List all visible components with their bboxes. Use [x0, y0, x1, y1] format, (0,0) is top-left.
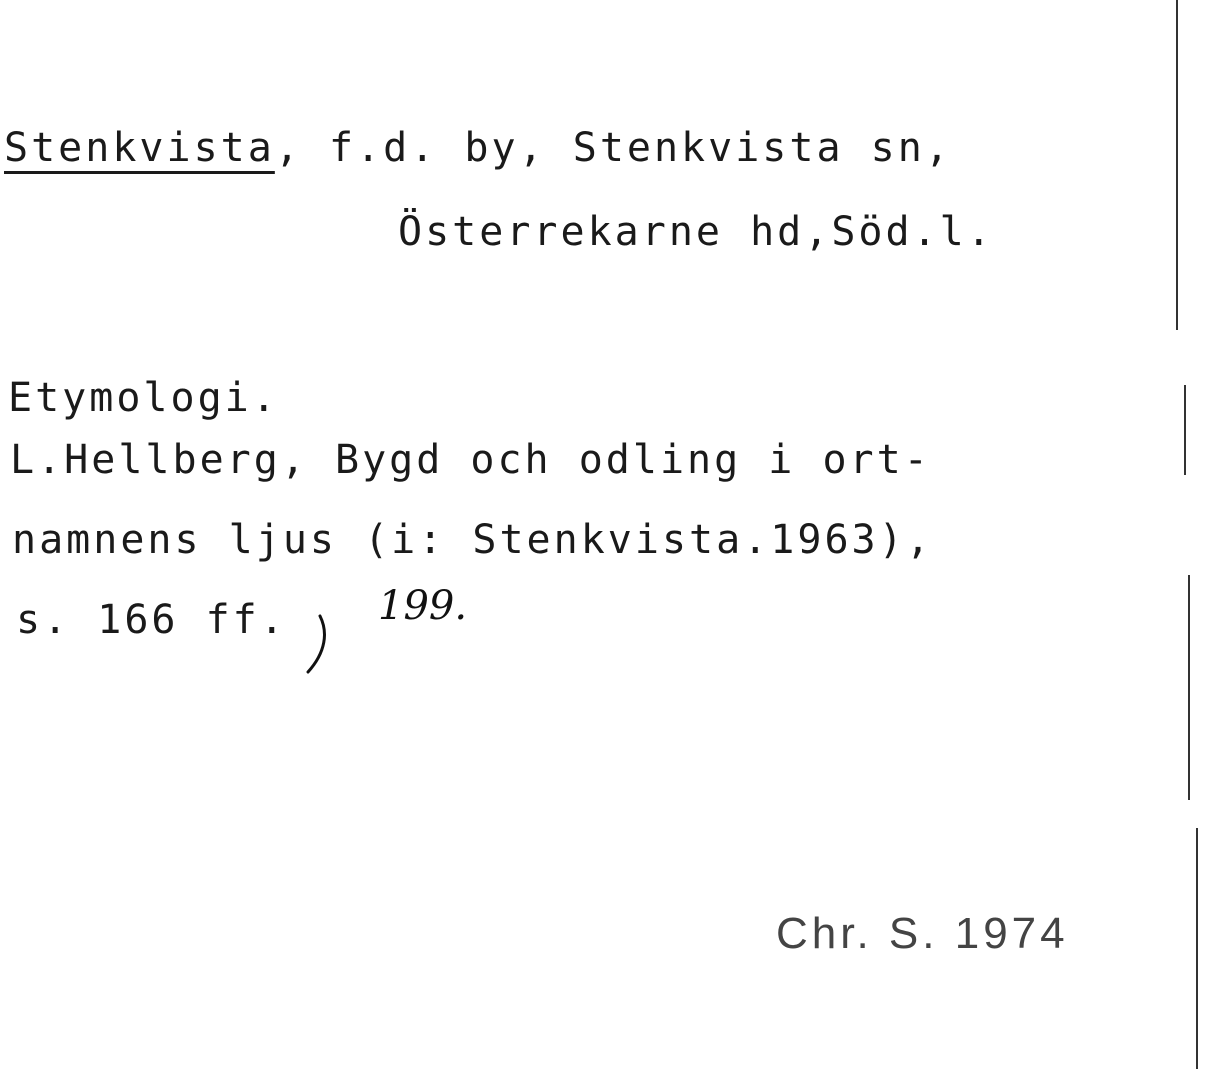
card-edge-line [1184, 385, 1186, 475]
entry-line-2: Österrekarne hd,Söd.l. [398, 209, 994, 255]
reference-line-3: s. 166 ff. [16, 597, 287, 643]
card-edge-line [1196, 828, 1198, 1069]
section-heading: Etymologi. [8, 375, 279, 421]
reference-line-1: L.Hellberg, Bygd och odling i ort- [10, 437, 931, 483]
handwritten-paren-mark [298, 608, 338, 678]
reference-line-2: namnens ljus (i: Stenkvista.1963), [12, 517, 933, 563]
entry-line-1 [4, 125, 952, 171]
headword: Stenkvista [4, 125, 275, 171]
card-edge-line [1188, 575, 1190, 800]
handwritten-page-note: 199. [378, 583, 468, 629]
entry-line-1-rest: , f.d. by, Stenkvista sn, [274, 125, 952, 171]
signature: Chr. S. 1974 [776, 909, 1069, 958]
card-edge-line [1176, 0, 1178, 330]
